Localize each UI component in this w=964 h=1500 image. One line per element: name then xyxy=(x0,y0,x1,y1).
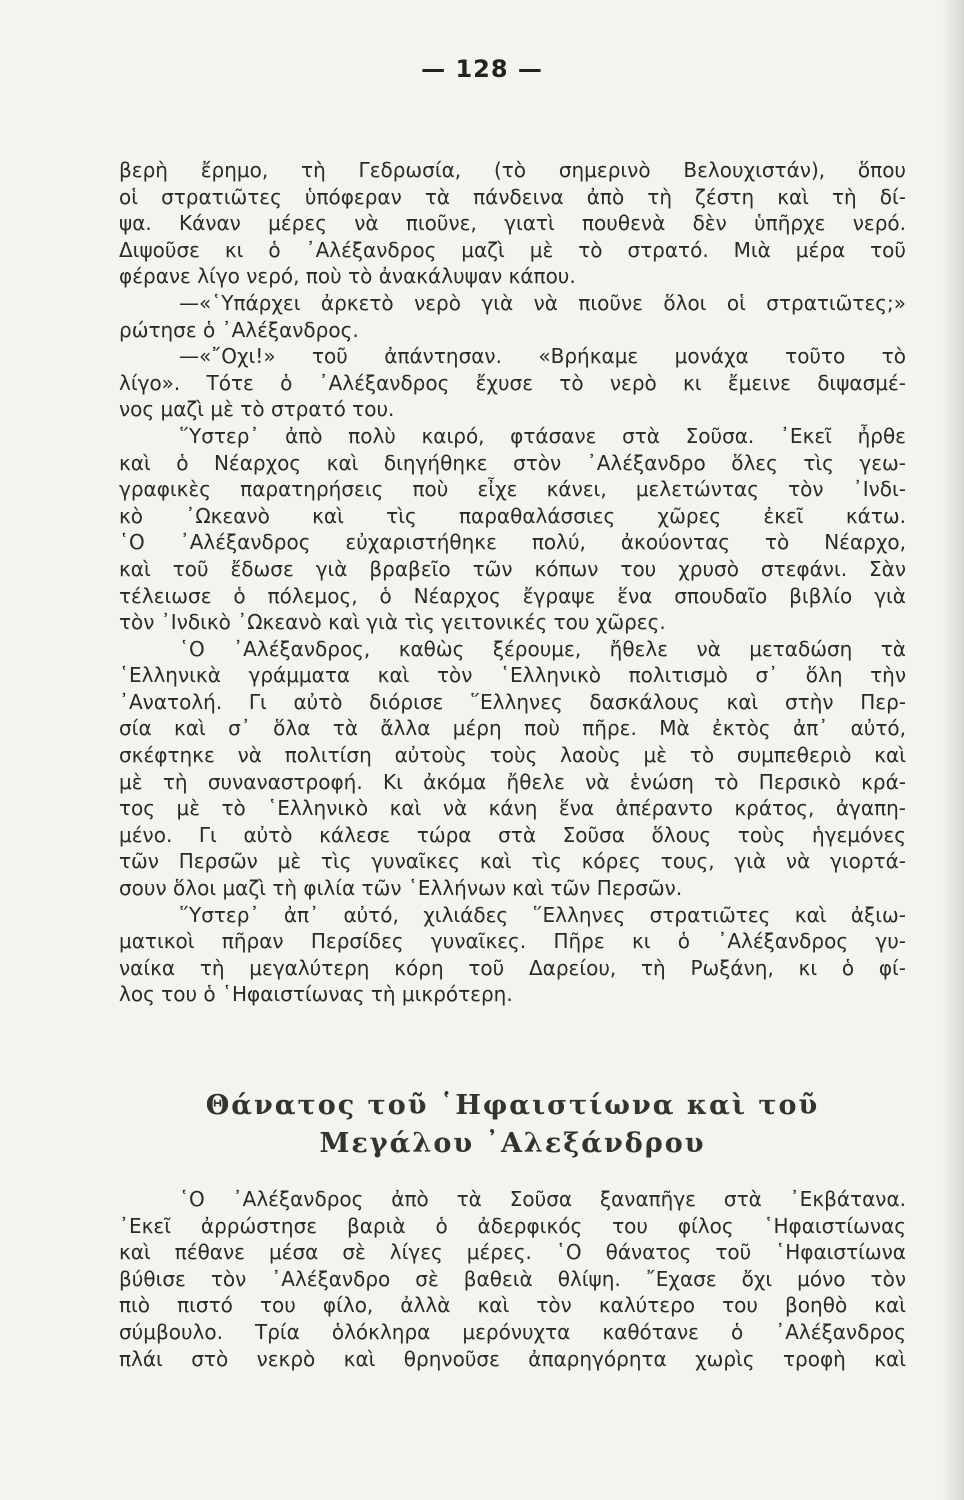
text-line: νος μαζὶ μὲ τὸ στρατό του. xyxy=(119,397,395,422)
text-line: σύμβουλο. Τρία ὁλόκληρα μερόνυχτα καθότανε ὁ ᾿Αλέξανδρος xyxy=(119,1319,906,1344)
text-line: πιὸ πιστό του φίλο, ἀλλὰ καὶ τὸν καλύτερο του βοηθὸ καὶ xyxy=(119,1293,906,1318)
text-line: μὲ τὴ συναναστροφή. Κι ἀκόμα ἤθελε νὰ ἑνώση τὸ Περσικὸ κρά- xyxy=(119,769,906,794)
text-line: ψα. Κάναν μέρες νὰ πιοῦνε, γιατὶ πουθενὰ δὲν ὑπῆρχε νερό. xyxy=(119,211,906,236)
text-line: καὶ ὁ Νέαρχος καὶ διηγήθηκε στὸν ᾿Αλέξανδρο ὅλες τὶς γεω- xyxy=(119,450,906,475)
text-line: ματικοὶ πῆραν Περσίδες γυναῖκες. Πῆρε κι ὁ ᾿Αλέξανδρος γυ- xyxy=(119,929,906,954)
page-edge-shadow xyxy=(942,0,964,1500)
text-line: καὶ τοῦ ἔδωσε γιὰ βραβεῖο τῶν κόπων του χρυσὸ στεφάνι. Σὰν xyxy=(119,556,906,581)
text-line: ναίκα τὴ μεγαλύτερη κόρη τοῦ Δαρείου, τὴ Ρωξάνη, κι ὁ φί- xyxy=(119,955,906,980)
text-line: λος του ὁ ῾Ηφαιστίωνας τὴ μικρότερη. xyxy=(119,982,513,1007)
body-text xyxy=(119,157,906,1008)
text-line: καὶ πέθανε μέσα σὲ λίγες μέρες. ῾Ο θάνατος τοῦ ῾Ηφαιστίωνα xyxy=(119,1240,906,1265)
text-line: λίγο». Τότε ὁ ᾿Αλέξανδρος ἔχυσε τὸ νερὸ κι ἔμεινε διψασμέ- xyxy=(119,370,906,395)
text-line: πλάι στὸ νεκρὸ καὶ θρηνοῦσε ἀπαρηγόρητα χωρὶς τροφὴ καὶ xyxy=(119,1346,906,1371)
text-line: τέλειωσε ὁ πόλεμος, ὁ Νέαρχος ἔγραψε ἕνα σπουδαῖο βιβλίο γιὰ xyxy=(119,583,906,608)
text-line: ῾Ο ᾿Αλέξανδρος εὐχαριστήθηκε πολύ, ἀκούοντας τὸ Νέαρχο, xyxy=(119,530,906,555)
text-line: οἱ στρατιῶτες ὑπόφεραν τὰ πάνδεινα ἀπὸ τὴ ζέστη καὶ τὴ δί- xyxy=(119,184,906,209)
text-line: —«῾Υπάρχει ἀρκετὸ νερὸ γιὰ νὰ πιοῦνε ὅλοι οἱ στρατιῶτες;» xyxy=(179,290,906,315)
text-line: ῾Ο ᾿Αλέξανδρος, καθὼς ξέρουμε, ἤθελε νὰ μεταδώση τὰ xyxy=(179,636,906,661)
text-line: ῞Υστερ᾿ ἀπὸ πολὺ καιρό, φτάσανε στὰ Σοῦσα. ᾿Εκεῖ ἦρθε xyxy=(179,423,906,448)
text-line: τὸν ᾿Ινδικὸ ᾿Ωκεανὸ καὶ γιὰ τὶς γειτονικές του χῶρες. xyxy=(119,610,666,635)
page-number: — 128 — xyxy=(421,55,543,83)
section-heading-line-2: Μεγάλου ᾿Αλεξάνδρου xyxy=(319,1128,706,1159)
section-body-text xyxy=(119,1186,906,1372)
text-line: —«῎Οχι!» τοῦ ἀπάντησαν. «Βρήκαμε μονάχα τοῦτο τὸ xyxy=(179,344,906,369)
text-line: γραφικὲς παρατηρήσεις ποὺ εἶχε κάνει, μελετώντας τὸν ᾿Ινδι- xyxy=(119,477,906,502)
text-line: ᾿Ανατολή. Γι αὐτὸ διόρισε ῞Ελληνες δασκάλους καὶ στὴν Περ- xyxy=(119,689,906,714)
text-line: ρώτησε ὁ ᾿Αλέξανδρος. xyxy=(119,317,359,342)
text-line: βερὴ ἔρημο, τὴ Γεδρωσία, (τὸ σημερινὸ Βελουχιστάν), ὅπου xyxy=(119,158,906,182)
text-line: ῞Υστερ᾿ ἀπ᾿ αὐτό, χιλιάδες ῞Ελληνες στρατιῶτες καὶ ἀξιω- xyxy=(179,902,906,927)
text-line: σκέφτηκε νὰ πολιτίση αὐτοὺς τοὺς λαοὺς μὲ τὸ συμπεθεριὸ καὶ xyxy=(119,743,906,768)
section-heading-line-1: Θάνατος τοῦ ῾Ηφαιστίωνα καὶ τοῦ xyxy=(205,1090,820,1121)
text-line: ῾Ελληνικὰ γράμματα καὶ τὸν ῾Ελληνικὸ πολιτισμὸ σ᾿ ὅλη τὴν xyxy=(119,663,906,688)
text-line: μένο. Γι αὐτὸ κάλεσε τώρα στὰ Σοῦσα ὅλους τοὺς ἡγεμόνες xyxy=(119,822,906,847)
text-line: ᾿Εκεῖ ἀρρώστησε βαριὰ ὁ ἀδερφικός του φίλος ῾Ηφαιστίωνας xyxy=(119,1213,906,1238)
text-line: τῶν Περσῶν μὲ τὶς γυναῖκες καὶ τὶς κόρες τους, γιὰ νὰ γιορτά- xyxy=(119,849,906,874)
text-line: τος μὲ τὸ ῾Ελληνικὸ καὶ νὰ κάνη ἕνα ἀπέραντο κράτος, ἀγαπη- xyxy=(119,796,906,821)
text-line: σουν ὅλοι μαζὶ τὴ φιλία τῶν ῾Ελλήνων καὶ τῶν Περσῶν. xyxy=(119,876,683,901)
text-line: φέρανε λίγο νερό, ποὺ τὸ ἀνακάλυψαν κάπου. xyxy=(119,264,576,289)
text-line: σία καὶ σ᾿ ὅλα τὰ ἄλλα μέρη ποὺ πῆρε. Μὰ ἐκτὸς ἀπ᾿ αὐτό, xyxy=(119,716,906,741)
text-line: κὸ ᾿Ωκεανὸ καὶ τὶς παραθαλάσσιες χῶρες ἐκεῖ κάτω. xyxy=(119,503,906,528)
text-line: Διψοῦσε κι ὁ ᾿Αλέξανδρος μαζὶ μὲ τὸ στρατό. Μιὰ μέρα τοῦ xyxy=(119,237,906,262)
text-line: ῾Ο ᾿Αλέξανδρος ἀπὸ τὰ Σοῦσα ξαναπῆγε στὰ ᾿Εκβάτανα. xyxy=(179,1187,906,1211)
text-line: βύθισε τὸν ᾿Αλέξανδρο σὲ βαθειὰ θλίψη. ῎Εχασε ὄχι μόνο τὸν xyxy=(119,1266,906,1291)
